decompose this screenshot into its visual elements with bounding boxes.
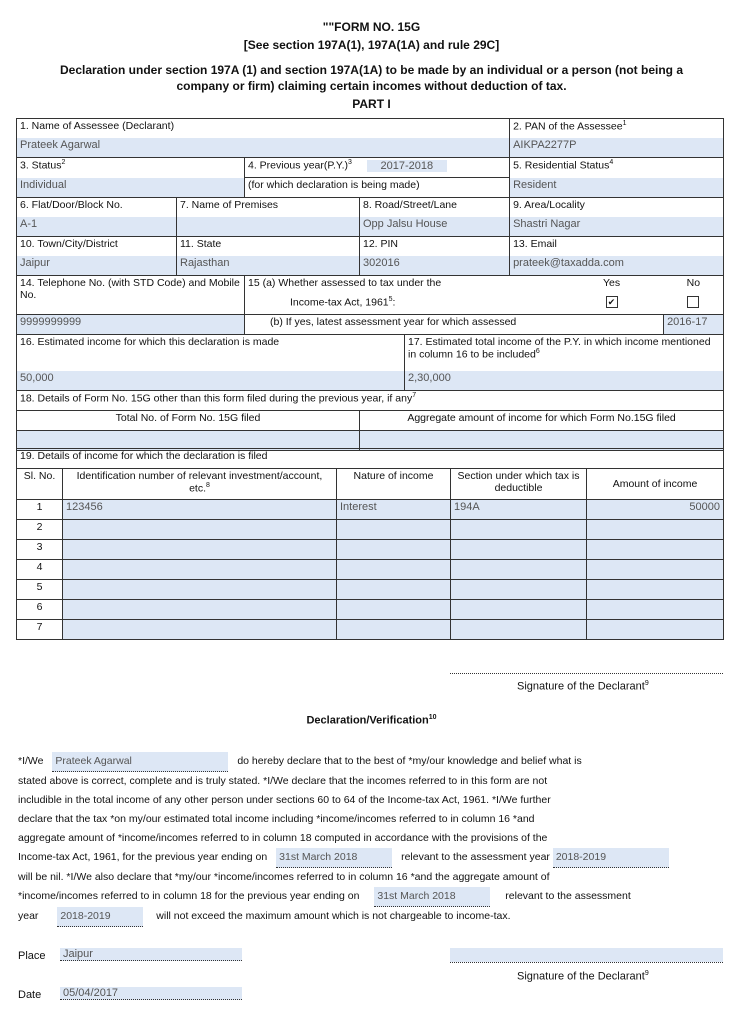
amount-cell[interactable] bbox=[587, 580, 724, 600]
yes-checkbox-cell bbox=[560, 295, 664, 315]
q16-field[interactable]: 50,000 bbox=[17, 371, 405, 391]
ay-field-1[interactable]: 2018-2019 bbox=[553, 848, 669, 868]
part1-fields-table bbox=[16, 118, 724, 451]
no-checkbox-cell bbox=[664, 295, 724, 315]
yes-checkbox[interactable]: ✔ bbox=[606, 296, 618, 308]
date-label: Date bbox=[18, 989, 42, 1001]
area-field[interactable]: Shastri Nagar bbox=[510, 217, 724, 237]
town-field[interactable]: Jaipur bbox=[17, 256, 177, 276]
signature-label-2: Signature of the Declarant$^9$ bbox=[517, 970, 649, 983]
sl-cell: 3 bbox=[17, 540, 63, 560]
id-header: Identification number of relevant investment/account, etc.$^8$ bbox=[63, 469, 337, 500]
pin-label: 12. PIN bbox=[360, 237, 510, 257]
nature-cell[interactable] bbox=[337, 600, 451, 620]
nature-header: Nature of income bbox=[337, 469, 451, 500]
sl-cell: 4 bbox=[17, 560, 63, 580]
section-cell[interactable]: 194A bbox=[451, 500, 587, 520]
no-label: No bbox=[664, 276, 724, 296]
table-row bbox=[17, 540, 724, 560]
id-cell[interactable] bbox=[63, 560, 337, 580]
section-header: Section under which tax is deductible bbox=[451, 469, 587, 500]
declaration-title: Declaration/Verification$^{10}$ bbox=[306, 714, 437, 727]
table-row bbox=[17, 520, 724, 540]
q17-label: 17. Estimated total income of the P.Y. in which income mentioned in column 16 to be included$^6$ bbox=[405, 335, 724, 372]
premises-label: 7. Name of Premises bbox=[177, 198, 360, 218]
sl-cell: 5 bbox=[17, 580, 63, 600]
previous-year-label: 4. Previous $year(P.Y.)^3$ 2017-2018 bbox=[245, 158, 510, 178]
flat-label: 6. Flat/Door/Block No. bbox=[17, 198, 177, 218]
nature-cell[interactable] bbox=[337, 620, 451, 640]
declarant-name-field[interactable]: Prateek Agarwal bbox=[52, 752, 228, 772]
amount-header: Amount of income bbox=[587, 469, 724, 500]
q17-field[interactable]: 2,30,000 bbox=[405, 371, 724, 391]
amount-cell[interactable] bbox=[587, 560, 724, 580]
amount-cell[interactable]: 50000 bbox=[587, 500, 724, 520]
residential-status-label: 5. Residential Status$^4$ bbox=[510, 158, 724, 178]
nature-cell[interactable] bbox=[337, 540, 451, 560]
place-field[interactable]: Jaipur bbox=[60, 948, 242, 961]
id-cell[interactable] bbox=[63, 600, 337, 620]
premises-field[interactable] bbox=[177, 217, 360, 237]
q15a-label-line1: 15 (a) Whether assessed to tax under the bbox=[245, 276, 560, 296]
q19-label: 19. Details of income for which the declaration is filed bbox=[17, 449, 724, 469]
sl-cell: 1 bbox=[17, 500, 63, 520]
amount-cell[interactable] bbox=[587, 540, 724, 560]
nature-cell[interactable] bbox=[337, 520, 451, 540]
name-label: 1. Name of Assessee (Declarant) bbox=[17, 119, 510, 139]
ay-field-2[interactable]: 2018-2019 bbox=[57, 907, 143, 927]
amount-cell[interactable] bbox=[587, 600, 724, 620]
form-subtitle: [See section 197A(1), 197A(1A) and rule 29C] bbox=[243, 38, 500, 52]
previous-year-note: (for which declaration is being made) bbox=[245, 178, 510, 198]
no-checkbox[interactable] bbox=[687, 296, 699, 308]
income-details-table bbox=[16, 448, 724, 640]
nature-cell[interactable] bbox=[337, 580, 451, 600]
place-label: Place bbox=[18, 950, 46, 962]
part-heading: PART I bbox=[352, 97, 391, 111]
section-cell[interactable] bbox=[451, 580, 587, 600]
signature-line bbox=[450, 673, 723, 674]
q18-col1-header: Total No. of Form No. 15G filed bbox=[17, 411, 360, 431]
table-row bbox=[17, 500, 724, 520]
road-label: 8. Road/Street/Lane bbox=[360, 198, 510, 218]
signature-label-1: Signature of the Declarant$^9$ bbox=[517, 680, 649, 693]
id-cell[interactable] bbox=[63, 540, 337, 560]
status-field[interactable]: Individual bbox=[17, 178, 245, 198]
yes-label: Yes bbox=[560, 276, 664, 296]
py-end-field-2[interactable]: 31st March 2018 bbox=[374, 887, 490, 907]
signature-line-2 bbox=[450, 962, 723, 963]
table-row bbox=[17, 580, 724, 600]
amount-cell[interactable] bbox=[587, 620, 724, 640]
section-cell[interactable] bbox=[451, 600, 587, 620]
nature-cell[interactable] bbox=[337, 560, 451, 580]
telephone-field[interactable]: 9999999999 bbox=[17, 315, 245, 335]
py-end-field-1[interactable]: 31st March 2018 bbox=[276, 848, 392, 868]
signature-field-2[interactable] bbox=[450, 948, 723, 962]
sl-cell: 7 bbox=[17, 620, 63, 640]
id-cell[interactable]: 123456 bbox=[63, 500, 337, 520]
pin-field[interactable]: 302016 bbox=[360, 256, 510, 276]
pan-label: 2. PAN of the Assessee$^1$ bbox=[510, 119, 724, 139]
town-label: 10. Town/City/District bbox=[17, 237, 177, 257]
name-field[interactable]: Prateek Agarwal bbox=[17, 138, 510, 158]
q15b-label: (b) If yes, latest assessment year for which assessed bbox=[245, 315, 664, 335]
email-label: 13. Email bbox=[510, 237, 724, 257]
road-field[interactable]: Opp Jalsu House bbox=[360, 217, 510, 237]
id-cell[interactable] bbox=[63, 620, 337, 640]
area-label: 9. Area/Locality bbox=[510, 198, 724, 218]
table-row bbox=[17, 560, 724, 580]
table-row bbox=[17, 600, 724, 620]
q15a-label-line2: Income-tax Act, 1961$^5$: bbox=[245, 295, 560, 315]
form-title: ""FORM NO. 15G bbox=[322, 20, 421, 34]
id-cell[interactable] bbox=[63, 580, 337, 600]
flat-field[interactable]: A-1 bbox=[17, 217, 177, 237]
q15b-field[interactable]: 2016-17 bbox=[664, 315, 724, 335]
state-field[interactable]: Rajasthan bbox=[177, 256, 360, 276]
sl-header: Sl. No. bbox=[17, 469, 63, 500]
email-field[interactable]: prateek@taxadda.com bbox=[510, 256, 724, 276]
nature-cell[interactable]: Interest bbox=[337, 500, 451, 520]
telephone-label: 14. Telephone No. (with STD Code) and Mobile No. bbox=[17, 276, 245, 315]
form-description: Declaration under section 197A (1) and section 197A(1A) to be made by an individual or a person (not being a company or firm) claiming certain incomes without deduction of tax. bbox=[59, 63, 683, 93]
section-cell[interactable] bbox=[451, 540, 587, 560]
previous-year-field[interactable]: 2017-2018 bbox=[367, 160, 448, 172]
date-field[interactable]: 05/04/2017 bbox=[60, 987, 242, 1000]
amount-cell[interactable] bbox=[587, 520, 724, 540]
section-cell[interactable] bbox=[451, 620, 587, 640]
id-cell[interactable] bbox=[63, 520, 337, 540]
section-cell[interactable] bbox=[451, 520, 587, 540]
declaration-body: *I/We Prateek Agarwal do hereby declare that to the best of *my/our knowledge and belief what is stated above is correct, complete and is truly stated. *I/We declare that the incomes referred to in this form are not includible in the total income of any other person under sections 60 to 64 of the Income-tax Act, 1961. *I/We further declare that the tax *on my/our estimated total income including *income/incomes referred to in column 16 *and aggregate amount of *income/incomes referred to in column 18 computed in accordance with the provisions of the Income-tax Act, 1961, for the previous year ending on 31st March 2018 relevant to the assessment year 2018-2019 will be nil. *I/We also declare that *my/our *income/incomes referred to in column 16 *and the aggregate amount of *income/incomes referred to in column 18 for the previous year ending on 31st March 2018 relevant to the assessment year 2018-2019 will not exceed the maximum amount which is not chargeable to income-tax. bbox=[18, 752, 723, 927]
sl-cell: 6 bbox=[17, 600, 63, 620]
q18-col2-header: Aggregate amount of income for which Form No.15G filed bbox=[360, 411, 724, 431]
sl-cell: 2 bbox=[17, 520, 63, 540]
state-label: 11. State bbox=[177, 237, 360, 257]
pan-field[interactable]: AIKPA2277P bbox=[510, 138, 724, 158]
q18-label: 18. Details of Form No. 15G other than this form filed during the previous year, if any$^7$ bbox=[17, 391, 724, 411]
residential-status-field[interactable]: Resident bbox=[510, 178, 724, 198]
status-label: 3. Status$^2$ bbox=[17, 158, 245, 178]
q16-label: 16. Estimated income for which this declaration is made bbox=[17, 335, 405, 372]
section-cell[interactable] bbox=[451, 560, 587, 580]
table-row bbox=[17, 620, 724, 640]
